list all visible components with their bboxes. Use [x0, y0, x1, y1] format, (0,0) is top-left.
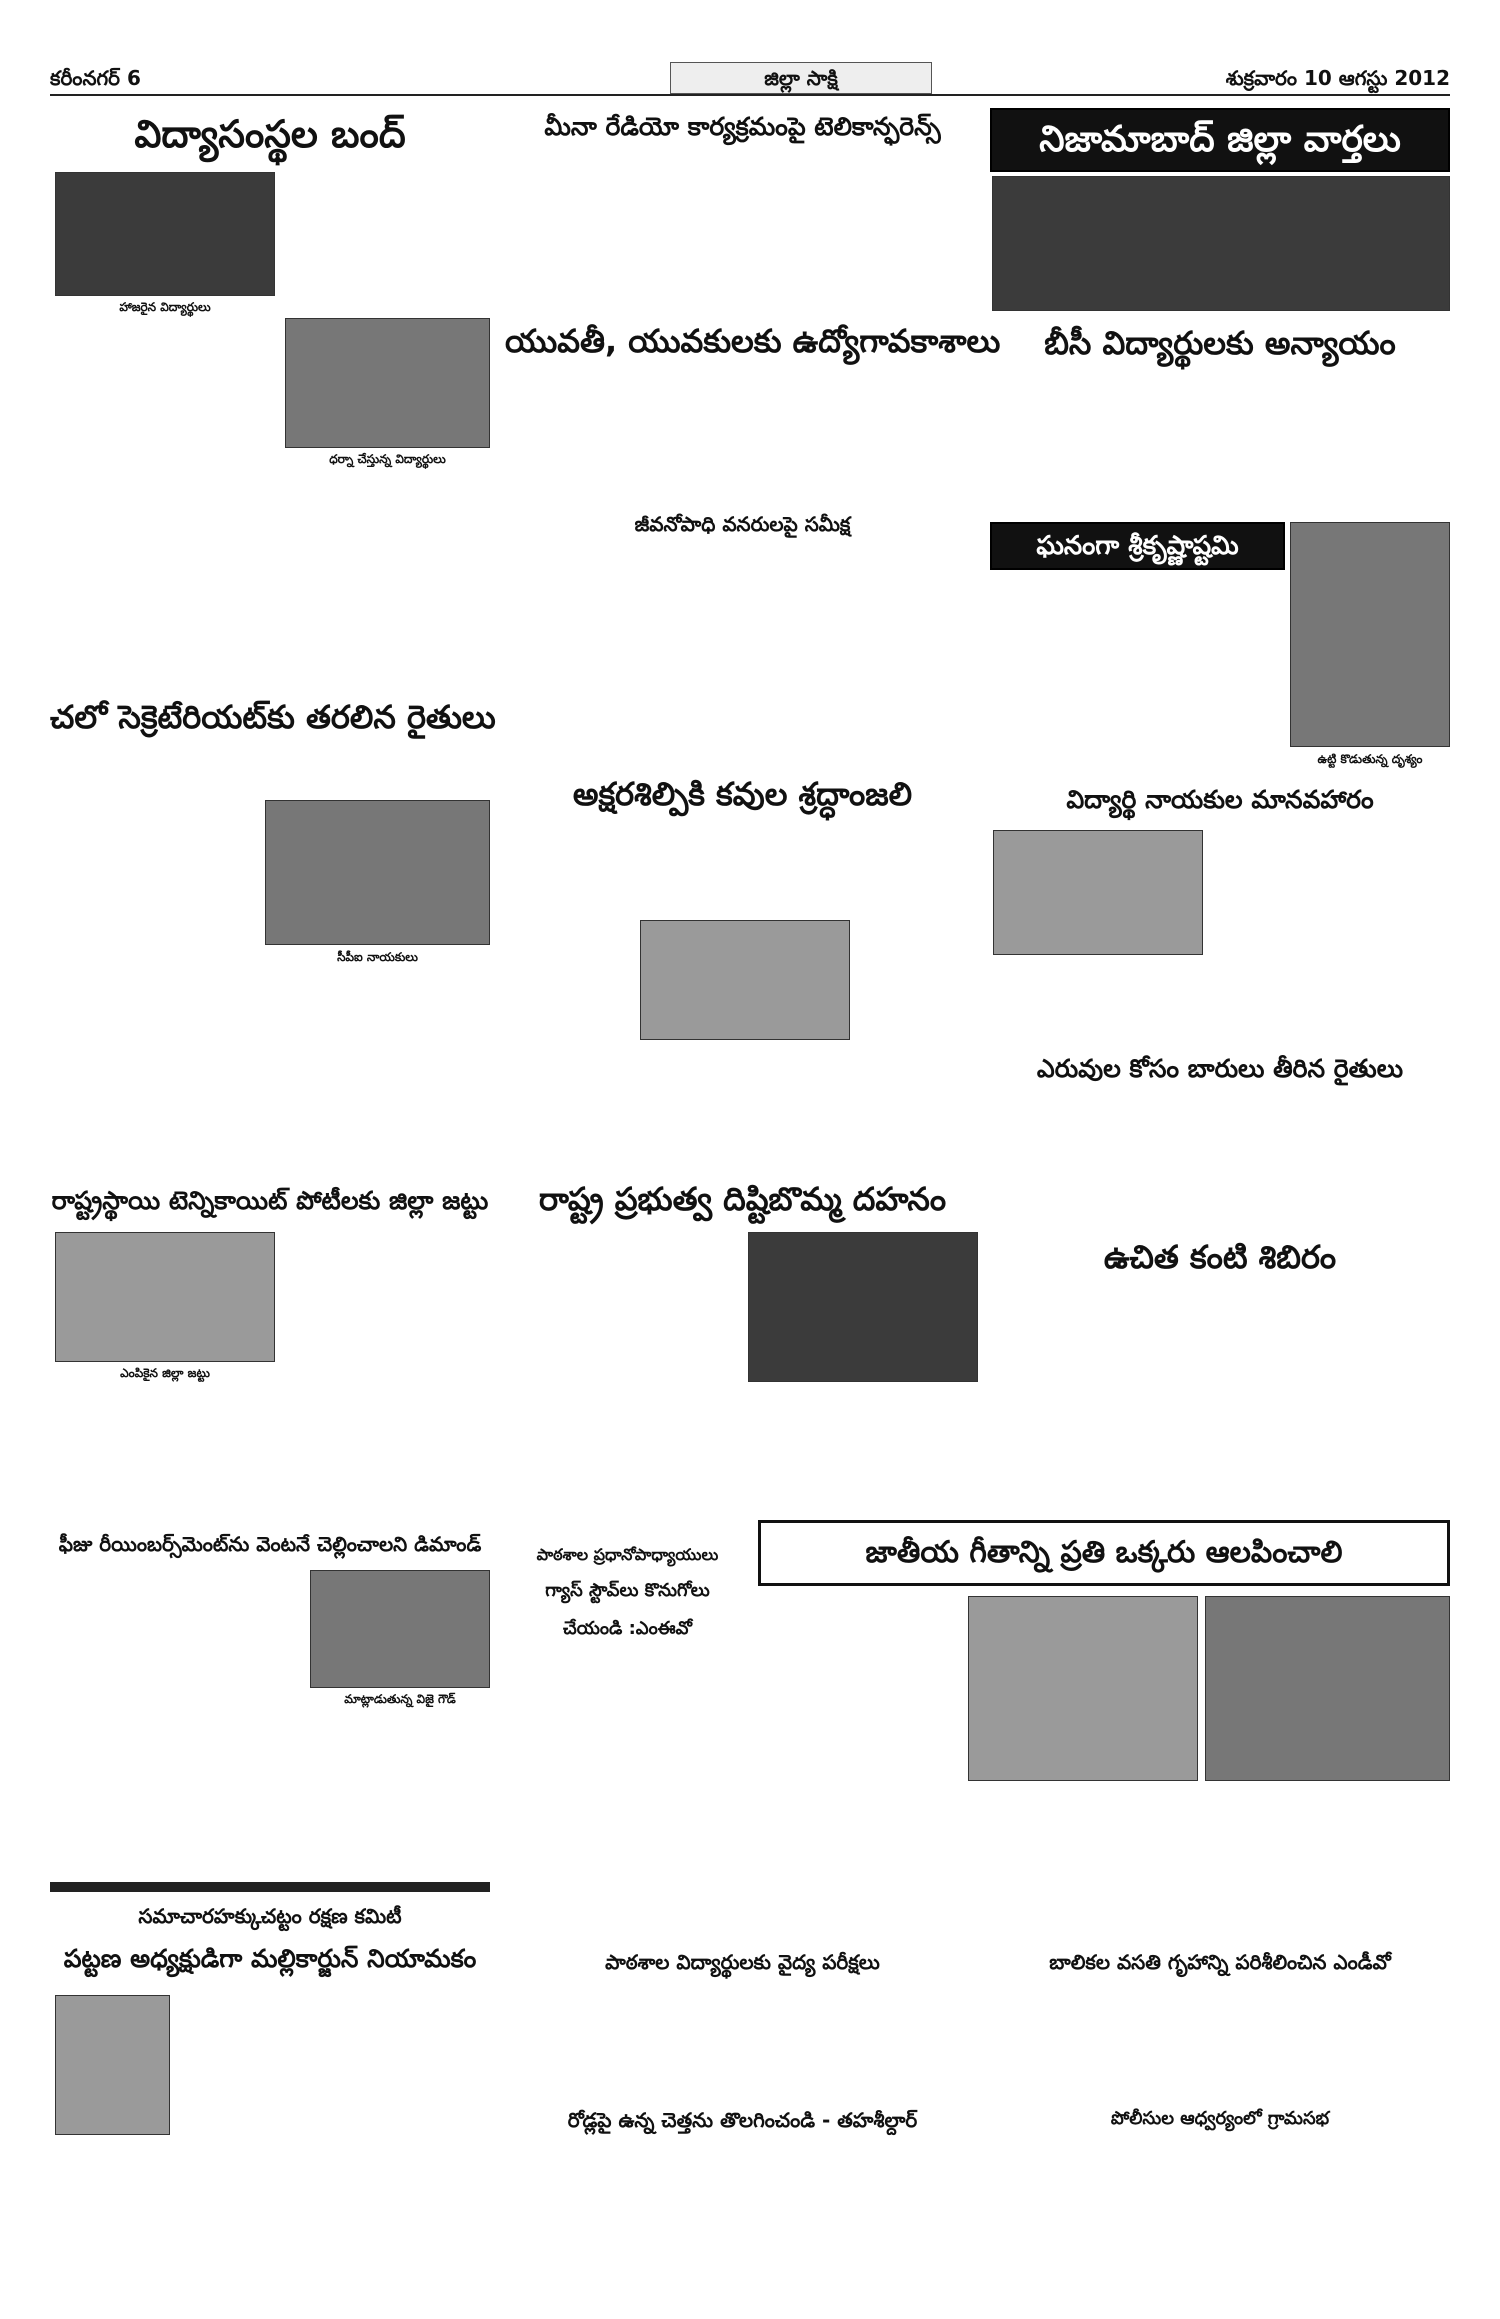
middle-headline-2: యువతీ, యువకులకు ఉద్యోగావకాశాలు [505, 322, 1001, 360]
masthead-logo: జిల్లా సాక్షి [670, 62, 932, 94]
left-headline-1: విద్యాసంస్థల బంద్ [134, 112, 406, 156]
article-body [508, 1655, 748, 1935]
article-body [993, 2144, 1448, 2238]
article-body [508, 1990, 978, 2100]
right-headline-7: బాలికల వసతి గృహాన్ని పరిశీలించిన ఎండీవో [1049, 1950, 1391, 1974]
left-headline-3: రాష్ట్రస్థాయి టెన్నికాయిట్ పోటీలకు జిల్లా జట్టు [51, 1186, 489, 1215]
left-headline-5a: సమాచారహక్కుచట్టం రక్షణ కమిటీ [138, 1904, 402, 1928]
krishnashtami-banner: ఘనంగా శ్రీకృష్ణాష్టమి వేడుకలు [990, 522, 1285, 570]
article-body [993, 375, 1448, 515]
article-body [285, 1232, 490, 1516]
middle-headline-6a: పాఠశాల ప్రధానోపాధ్యాయులు [536, 1545, 719, 1564]
article-body [55, 748, 255, 1178]
cpi-photo-caption: సీపీఐ నాయకులు [337, 950, 418, 964]
press-meet-photo [310, 1570, 490, 1688]
article-body [508, 162, 738, 312]
right-headline-4: ఎరువుల కోసం బారులు తీరిన రైతులు [1036, 1054, 1404, 1083]
press-meet-caption: మాట్లాడుతున్న విజై గౌడ్ [344, 1692, 456, 1706]
tribute-photo [640, 920, 850, 1040]
festival-photo-caption: ఉట్టి కొడుతున్న దృశ్యం [1317, 752, 1423, 766]
human-chain-photo [993, 830, 1203, 955]
middle-headline-7: పాఠశాల విద్యార్థులకు వైద్య పరీక్షలు [605, 1950, 880, 1974]
protest-photo [285, 318, 490, 448]
page-number: కరీంనగర్ 6 [50, 66, 141, 90]
article-body [993, 1100, 1448, 1230]
article-body [993, 960, 1203, 1040]
dam-photo [992, 176, 1450, 311]
article-body [265, 970, 490, 1180]
article-body [762, 1596, 962, 1936]
article-body [508, 1236, 738, 1466]
students-photo [55, 172, 275, 296]
article-body [968, 1788, 1450, 1936]
middle-headline-4: అక్షరశిల్పికి కవుల శ్రద్ధాంజలి [572, 775, 913, 813]
article-body [508, 372, 978, 502]
protest-photo-caption: ధర్నా చేస్తున్న విద్యార్థులు [329, 452, 446, 466]
article-body [285, 470, 490, 662]
section-divider [50, 1882, 490, 1892]
team-photo-caption: ఎంపికైన జిల్లా జట్టు [120, 1366, 210, 1380]
anthem-photo-2 [1205, 1596, 1450, 1781]
team-photo [55, 1232, 275, 1362]
article-body [748, 1388, 978, 1468]
right-headline-5: ఉచిత కంటి శిబిరం [1103, 1238, 1337, 1276]
left-headline-4: ఫీజు రీయింబర్స్‌మెంట్‌ను వెంటనే చెల్లించాలని డిమాండ్ [58, 1532, 482, 1556]
middle-headline-5: రాష్ట్ర ప్రభుత్వ దిష్టిబొమ్మ దహనం [538, 1180, 947, 1218]
right-headline-8: పోలీసుల ఆధ్వర్యంలో గ్రామసభ [1110, 2108, 1330, 2129]
article-body [993, 1290, 1448, 1500]
left-headline-2: చలో సెక్రెటేరియట్‌కు తరలిన రైతులు [50, 698, 496, 736]
right-headline-3: విద్యార్థి నాయకుల మానవహారం [1066, 785, 1374, 814]
article-body [180, 1995, 490, 2135]
middle-headline-1: మీనా రేడియో కార్యక్రమంపై టెలికాన్ఫరెన్స్ [544, 112, 941, 141]
middle-headline-3: జీవనోపాధి వనరులపై సమీక్ష [634, 512, 851, 536]
festival-photo [1290, 522, 1450, 747]
article-body [748, 162, 978, 312]
left-headline-5b: పట్టణ అధ్యక్షుడిగా మల్లికార్జున్ నియామకం [63, 1944, 477, 1973]
article-body [55, 1712, 490, 1860]
article-body [55, 322, 275, 662]
anthem-photo-1 [968, 1596, 1198, 1781]
middle-headline-6b: గ్యాస్ స్టౌవ్‌లు కొనుగోలు [545, 1580, 710, 1601]
article-body [55, 2140, 490, 2240]
article-body [1210, 830, 1448, 1040]
article-body [858, 830, 978, 1040]
page-header [50, 60, 1450, 96]
article-body [508, 2148, 978, 2238]
portrait-photo [55, 1995, 170, 2135]
right-headline-1: బీసీ విద్యార్థులకు అన్యాయం [1044, 324, 1396, 362]
middle-headline-8: రోడ్లపై ఉన్న చెత్తను తొలగించండి - తహశీల్దార్ [567, 2108, 918, 2132]
article-body [508, 548, 978, 758]
issue-date: శుక్రవారం 10 ఆగస్టు 2012 [1225, 66, 1450, 90]
national-anthem-banner: జాతీయ గీతాన్ని ప్రతి ఒక్కరు ఆలపించాలి [758, 1520, 1450, 1586]
cpi-leaders-photo [265, 800, 490, 945]
effigy-burning-photo [748, 1232, 978, 1382]
article-body [285, 168, 490, 308]
district-news-banner: నిజామాబాద్ జిల్లా వార్తలు [990, 108, 1450, 172]
article-body [680, 1046, 978, 1164]
article-body [55, 1386, 275, 1516]
article-body [993, 578, 1278, 768]
article-body [993, 1990, 1448, 2100]
article-body [55, 1570, 305, 1700]
middle-headline-6c: చేయండి :ఎంఈవో [563, 1618, 692, 1639]
students-photo-caption: హాజరైన విద్యార్థులు [119, 300, 211, 314]
